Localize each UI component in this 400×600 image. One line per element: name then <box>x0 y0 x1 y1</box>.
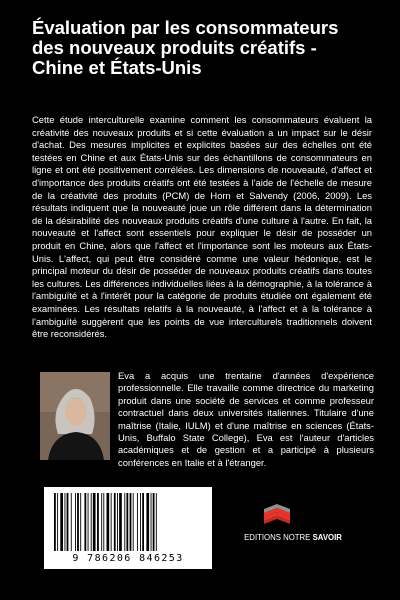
barcode-bar <box>119 493 122 551</box>
barcode-bar <box>80 493 81 551</box>
author-portrait-drawing <box>40 372 110 460</box>
publisher-prefix: EDITIONS NOTRE <box>244 533 313 542</box>
barcode-bar <box>124 493 125 551</box>
barcode-bar <box>93 493 96 551</box>
barcode-bar <box>142 493 144 551</box>
back-cover-summary: Cette étude interculturelle examine comment les consommateurs évaluent la créativité des nouveaux produits et si cette évaluation a un impact sur le désir d'achat. Des mesures implicites et explicites basées sur des échelles ont été testées en Chine et aux États-Unis sur des échantillons de consommateurs en ligne et ont été positivement corrélées. Les dimensions de nouveauté, d'affect et d'importance des produits créatifs ont été testées à l'aide de l'échelle de mesure de la créativité des produits (PCM) de Horn et Salvendy (2006, 2009). Les résultats indiquent que la nouveauté joue un rôle différent dans la détermination de la désirabilité des nouveaux produits créatifs d'une culture à l'autre. En fait, la nouveauté et l'affect sont essentiels pour expliquer le désir de posséder un produit en Chine, alors que l'affect et l'importance sont les moteurs aux États-Unis. L'affect, qui peut être considéré comme une valeur hédonique, est le principal moteur du désir de posséder de nouveaux produits créatifs dans toutes les cultures. Les différences individuelles liées à la démographie, à la tolérance à l'ambiguïté et à l'intérêt pour la catégorie de produits étudiée ont également été examinées. Les résultats relatifs à la nouveauté, à l'affect et à la tolérance à l'ambiguïté suggèrent que les points de vue interculturels traditionnels doivent être reconsidérés. <box>32 114 372 340</box>
barcode-bar <box>137 493 138 551</box>
barcode-bar <box>77 493 79 551</box>
barcode-bar <box>156 493 157 551</box>
publisher-name-strong: SAVOIR <box>312 533 342 542</box>
barcode-bar <box>151 493 152 551</box>
barcode-bar <box>153 493 155 551</box>
barcode-bar <box>97 493 99 551</box>
isbn-number: 9 786206 846253 <box>72 553 184 564</box>
barcode-bar <box>140 493 141 551</box>
barcode-bar <box>71 493 72 551</box>
author-photo <box>40 372 110 460</box>
publisher-book-icon <box>262 500 292 528</box>
barcode-bar <box>101 493 102 551</box>
barcode-bar <box>146 493 149 551</box>
barcode-bar <box>54 493 56 551</box>
barcode-bar <box>65 493 66 551</box>
barcode-bar <box>57 493 58 551</box>
isbn-barcode <box>44 487 212 569</box>
barcode-bar <box>75 493 76 551</box>
barcode-bar <box>84 493 86 551</box>
barcode-bar <box>67 493 69 551</box>
publisher-name <box>238 533 348 542</box>
barcode-bar <box>103 493 104 551</box>
barcode-bar <box>126 493 128 551</box>
book-title: Évaluation par les consommateurs des nouveaux produits créatifs - Chine et États-Unis <box>32 17 339 78</box>
barcode-bar <box>107 493 110 551</box>
author-bio: Eva a acquis une trentaine d'années d'expérience professionnelle. Elle travaille comme directrice du marketing produit dans une société de services et comme professeur contractuel dans deux universités italiennes. Titulaire d'une maîtrise (Italie, IULM) et d'une maîtrise en sciences (États-Unis, Buffalo State College), Eva est l'auteur d'articles académiques et de gestion et a participé à plusieurs conférences en Italie et à l'étranger. <box>118 370 374 468</box>
barcode-bar <box>111 493 112 551</box>
barcode-bar <box>88 493 89 551</box>
barcode-bar <box>60 493 63 551</box>
barcode-bar <box>130 493 132 551</box>
barcode-bar <box>133 493 134 551</box>
barcode-bar <box>91 493 92 551</box>
barcode-bar <box>117 493 118 551</box>
barcode-bar <box>114 493 116 551</box>
